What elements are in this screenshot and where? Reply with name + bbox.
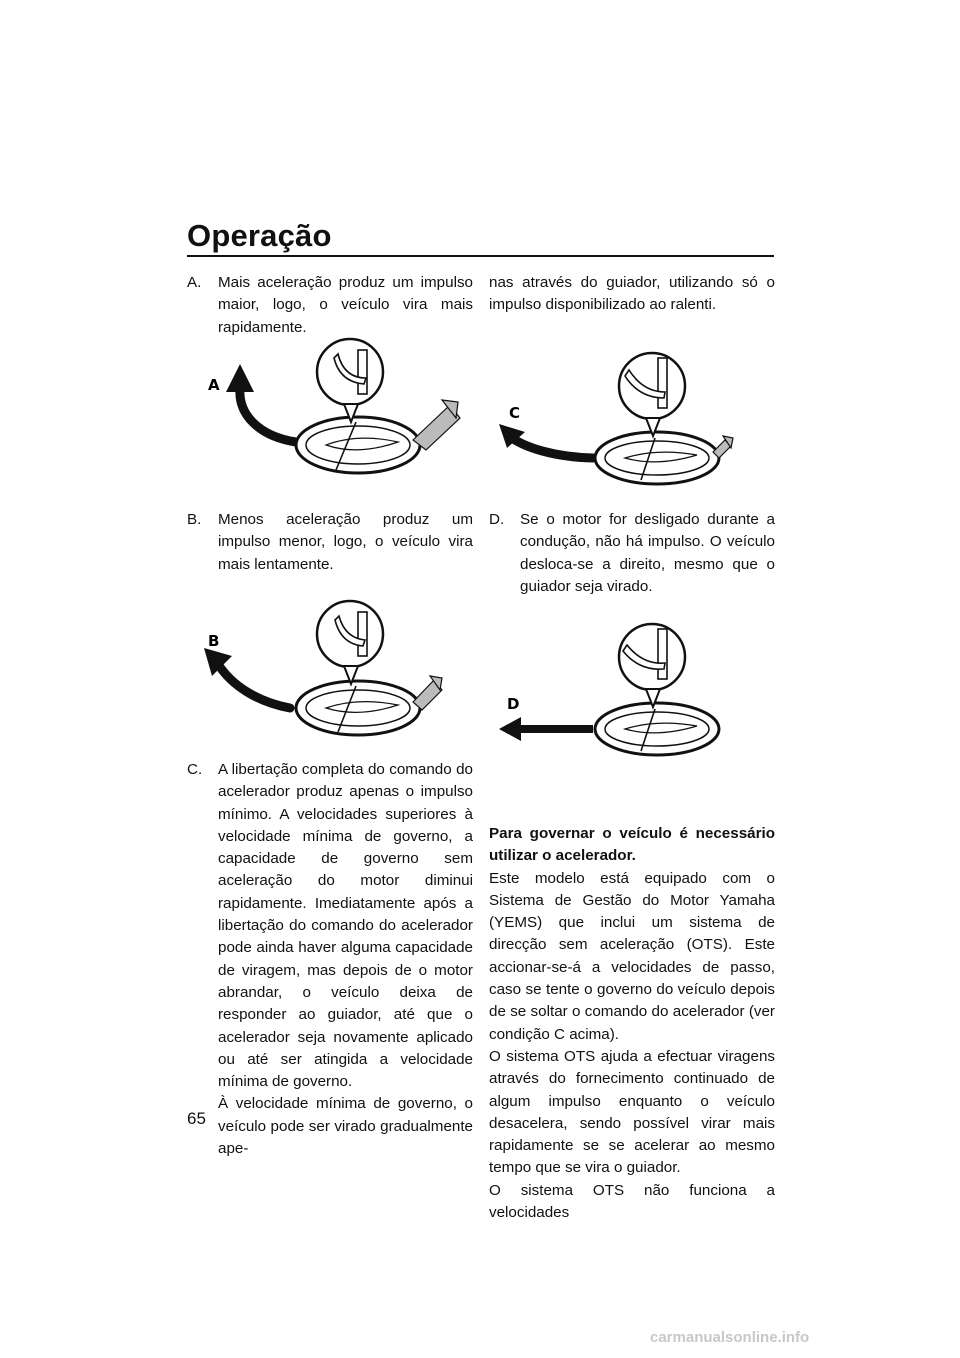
- watermark: carmanualsonline.info: [650, 1329, 810, 1346]
- item-c: [187, 759, 473, 1160]
- item-a-text: Mais aceleração produz um impulso maior, logo, o veículo vira mais rapidamente.: [218, 274, 473, 336]
- item-b-label: B.: [187, 511, 202, 528]
- ots-paragraph-2: O sistema OTS ajuda a efectuar viragens através do fornecimento continuado de algum impulso enquanto o veículo desacelera, sendo possível virar mais rapidamente se se acelerar ao mesmo tempo que se vira o guiador.: [489, 1047, 775, 1177]
- ots-paragraph-3: O sistema OTS não funciona a velocidades: [489, 1181, 775, 1222]
- page-title: Operação: [187, 218, 332, 253]
- ots-section: [489, 823, 775, 1224]
- figure-c-letter: C: [509, 404, 521, 422]
- item-c-continued: À velocidade mínima de governo, o veículo pode ser virado gradualmente ape-: [218, 1095, 473, 1158]
- item-b: [187, 509, 473, 576]
- ots-paragraph-1: Este modelo está equipado com o Sistema de Gestão do Motor Yamaha (YEMS) que inclui um sistema de direcção sem aceleração (OTS). Este accionar-se-á a velocidades de passo, caso se tente o governo do veículo depois de se soltar o comando do acelerador (ver condição C acima).: [489, 869, 775, 1043]
- figure-d-letter: D: [507, 695, 520, 713]
- item-a-label: A.: [187, 274, 202, 291]
- c-continued-text: nas através do guiador, utilizando só o impulso disponibilizado ao ralenti.: [489, 274, 775, 314]
- title-rule: [187, 255, 774, 257]
- item-d: [489, 509, 775, 598]
- figure-b: [198, 590, 468, 740]
- ots-heading: Para governar o veículo é necessário utilizar o acelerador.: [489, 825, 775, 865]
- item-a: [187, 272, 473, 339]
- figure-d: [495, 615, 765, 765]
- c-continued-right: [489, 272, 775, 317]
- item-c-text: A libertação completa do comando do acelerador produz apenas o impulso mínimo. A velocidades superiores à velocidade mínima de governo, a capacidade de governo sem aceleração do motor diminui rapidamente. Imediatamente após a libertação do comando do acelerador pode ainda haver alguma capacidade de viragem, mas depois de o motor abrandar, o veículo deixa de responder ao guiador, até que o acelerador seja novamente aplicado ou até ser atingida a velocidade mínima de governo.: [218, 761, 473, 1091]
- item-d-label: D.: [489, 511, 505, 528]
- figure-a: [198, 330, 468, 480]
- item-d-text: Se o motor for desligado durante a condução, não há impulso. O veículo desloca-se a direito, mesmo que o guiador seja virado.: [520, 511, 775, 595]
- item-c-label: C.: [187, 761, 203, 778]
- figure-c: [495, 340, 765, 490]
- item-b-text: Menos aceleração produz um impulso menor, logo, o veículo vira mais lentamente.: [218, 511, 473, 573]
- figure-b-letter: B: [208, 632, 220, 650]
- page-number: 65: [187, 1109, 206, 1128]
- figure-a-letter: A: [208, 376, 220, 394]
